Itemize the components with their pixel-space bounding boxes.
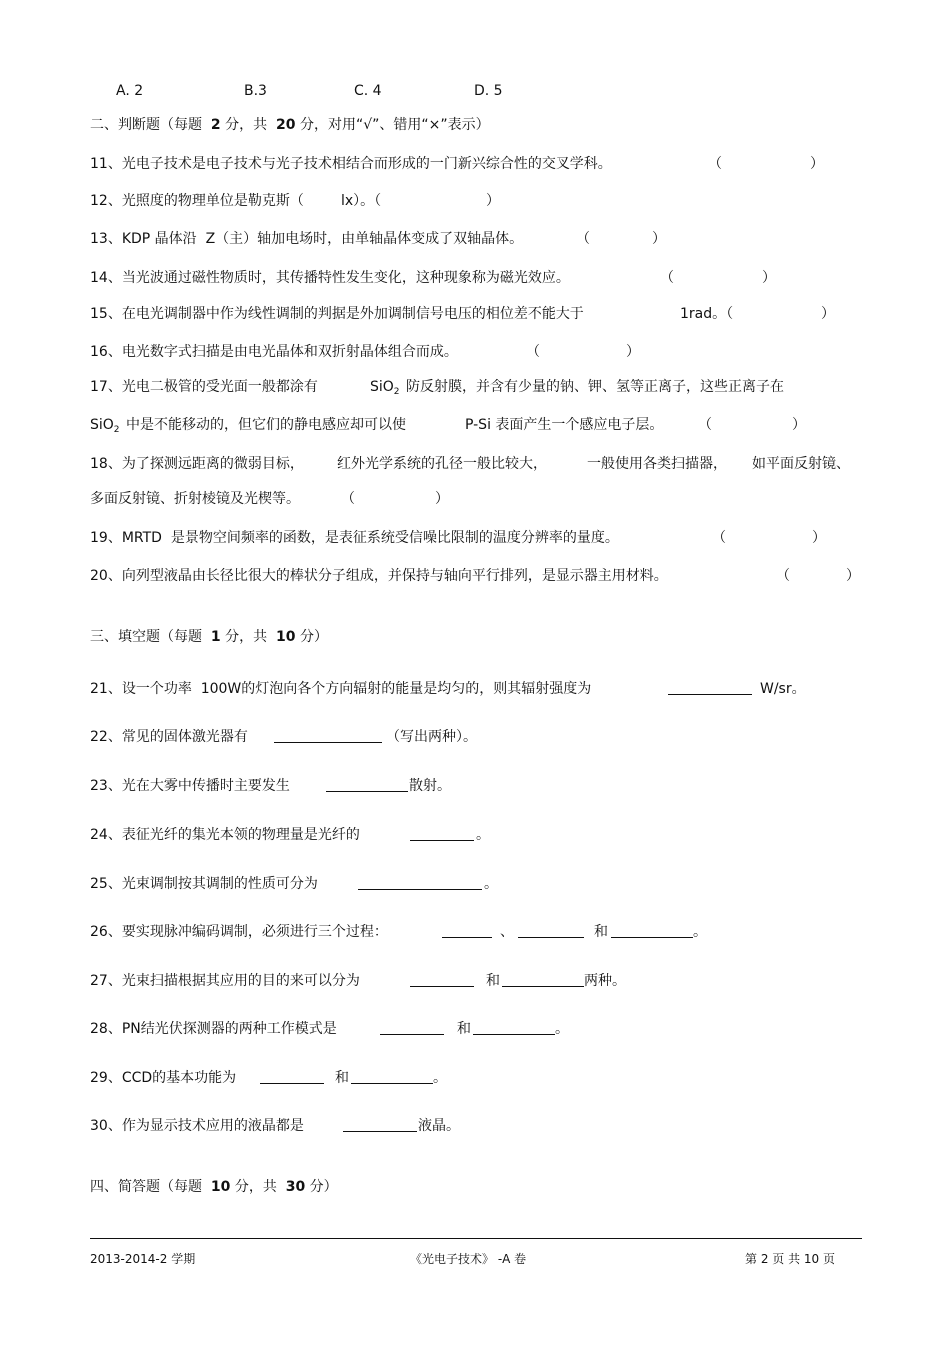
blank-25 (358, 875, 482, 893)
question-19: 19、MRTD 是景物空间频率的函数，是表征系统受信噪比限制的温度分辨率的量度。 (90, 530, 619, 546)
blank-22 (274, 728, 382, 746)
section2-score: 2 (210, 117, 221, 133)
question-18-part3: 一般使用各类扫描器， (587, 456, 727, 472)
blank-26-3 (611, 923, 693, 941)
sio2-formula-1 (370, 378, 400, 401)
blank-27-1 (410, 972, 474, 990)
question-26: 26、要实现脉冲编码调制，必须进行三个过程： (90, 924, 388, 940)
answer-close-14: ） (762, 270, 776, 286)
question-17-part3: 中是不能移动的，但它们的静电感应却可以使 (126, 417, 406, 433)
and-29: 和 (335, 1070, 349, 1086)
answer-close-16: ） (626, 344, 640, 360)
question-27: 27、光束扫描根据其应用的目的来可以分为 (90, 973, 360, 989)
question-30-suffix: 液晶。 (418, 1118, 460, 1134)
option-c: C. 4 (354, 83, 382, 99)
blank-23 (326, 777, 408, 795)
blank-26-2 (518, 923, 584, 941)
blank-28-2 (473, 1020, 555, 1038)
footer-term: 2013-2014-2 学期 (90, 1252, 196, 1266)
section2-prefix: 二、判断题（每题 (90, 117, 211, 133)
period-25: 。 (484, 876, 498, 892)
question-18-part1: 18、为了探测远距离的微弱目标， (90, 456, 304, 472)
question-16: 16、电光数字式扫描是由电光晶体和双折射晶体组合而成。 (90, 344, 458, 360)
question-11: 11、光电子技术是电子技术与光子技术相结合而形成的一门新兴综合性的交叉学科。 (90, 156, 612, 172)
question-17-part4: P-Si 表面产生一个感应电子层。 (465, 417, 664, 433)
blank-29-2 (351, 1069, 433, 1087)
answer-open-11: （ (708, 156, 722, 172)
question-22: 22、常见的固体激光器有 (90, 729, 248, 745)
question-17-part2: 防反射膜，并含有少量的钠、钾、氢等正离子，这些正离子在 (406, 379, 784, 395)
question-22-suffix: （写出两种）。 (386, 729, 477, 745)
question-23: 23、光在大雾中传播时主要发生 (90, 778, 290, 794)
subscript-2: 2 (393, 387, 400, 397)
period-24: 。 (476, 827, 490, 843)
blank-28-1 (380, 1020, 444, 1038)
option-d: D. 5 (474, 83, 503, 99)
question-30: 30、作为显示技术应用的液晶都是 (90, 1118, 304, 1134)
question-12-part1: 12、光照度的物理单位是勒克斯（ (90, 193, 304, 209)
answer-open-19: （ (712, 530, 726, 546)
blank-27-2 (502, 972, 584, 990)
answer-close-20: ） (846, 568, 860, 584)
section4-heading (90, 1178, 338, 1196)
section3-prefix: 三、填空题（每题 (90, 629, 211, 645)
section2-mid: 分，共 (220, 117, 277, 133)
question-20: 20、向列型液晶由长径比很大的棒状分子组成，并保持与轴向平行排列，是显示器主用材料。 (90, 568, 668, 584)
question-24: 24、表征光纤的集光本领的物理量是光纤的 (90, 827, 360, 843)
answer-close-13: ） (652, 231, 666, 247)
question-18-part5: 多面反射镜、折射棱镜及光楔等。 (90, 491, 300, 507)
answer-open-17: （ (698, 417, 712, 433)
answer-open-13: （ (576, 231, 590, 247)
option-b: B.3 (244, 83, 267, 99)
footer-page: 第 2 页 共 10 页 (745, 1252, 835, 1266)
blank-30 (343, 1117, 417, 1135)
period-26: 。 (693, 924, 707, 940)
answer-close-18: ） (435, 491, 449, 507)
separator-26: 、 (500, 924, 514, 940)
question-15-part2: 1rad。（ (680, 306, 734, 322)
section2-total: 20 (276, 117, 296, 133)
blank-21 (668, 680, 752, 698)
section4-prefix: 四、简答题（每题 (90, 1179, 211, 1195)
answer-open-18: （ (341, 491, 355, 507)
section3-suffix: 分） (295, 629, 328, 645)
sio2-text: SiO (370, 379, 394, 395)
answer-open-14: （ (660, 270, 674, 286)
and-28: 和 (457, 1021, 471, 1037)
footer-rule (90, 1238, 862, 1239)
question-17-part1: 17、光电二极管的受光面一般都涂有 (90, 379, 318, 395)
answer-close-19: ） (812, 530, 826, 546)
section3-mid: 分，共 (220, 629, 277, 645)
subscript-2: 2 (113, 425, 120, 435)
question-15-part1: 15、在电光调制器中作为线性调制的判据是外加调制信号电压的相位差不能大于 (90, 306, 584, 322)
answer-close-11: ） (810, 156, 824, 172)
question-27-suffix: 两种。 (584, 973, 626, 989)
and-26: 和 (594, 924, 608, 940)
question-21: 21、设一个功率 100W的灯泡向各个方向辐射的能量是均匀的，则其辐射强度为 (90, 681, 592, 697)
option-a: A. 2 (116, 83, 144, 99)
section4-score: 10 (210, 1179, 231, 1195)
sio2-text: SiO (90, 417, 114, 433)
section4-suffix: 分） (305, 1179, 338, 1195)
question-29: 29、CCD的基本功能为 (90, 1070, 237, 1086)
section2-suffix: 分，对用“√”、错用“×”表示） (295, 117, 490, 133)
section3-score: 1 (210, 629, 221, 645)
and-27: 和 (486, 973, 500, 989)
section2-heading (90, 116, 490, 134)
question-18-part4: 如平面反射镜、 (752, 456, 850, 472)
section4-total: 30 (285, 1179, 306, 1195)
answer-close-15: ） (821, 306, 835, 322)
question-23-suffix: 散射。 (409, 778, 451, 794)
footer-course: 《光电子技术》 -A 卷 (410, 1252, 527, 1266)
question-25: 25、光束调制按其调制的性质可分为 (90, 876, 318, 892)
answer-close-12: ） (486, 193, 500, 209)
question-14: 14、当光波通过磁性物质时，其传播特性发生变化，这种现象称为磁光效应。 (90, 270, 570, 286)
question-18-part2: 红外光学系统的孔径一般比较大， (337, 456, 547, 472)
question-21-unit: W/sr。 (760, 681, 806, 697)
section4-mid: 分，共 (230, 1179, 286, 1195)
section3-total: 10 (276, 629, 296, 645)
sio2-formula-2 (90, 416, 120, 439)
question-28: 28、PN结光伏探测器的两种工作模式是 (90, 1021, 337, 1037)
answer-open-16: （ (526, 344, 540, 360)
section3-heading (90, 628, 328, 646)
period-28: 。 (555, 1021, 569, 1037)
blank-29-1 (260, 1069, 324, 1087)
question-13: 13、KDP 晶体沿 Z（主）轴加电场时，由单轴晶体变成了双轴晶体。 (90, 231, 524, 247)
blank-26-1 (442, 923, 492, 941)
answer-close-17: ） (792, 417, 806, 433)
period-29: 。 (433, 1070, 447, 1086)
question-12-part2: lx）。（ (341, 193, 382, 209)
answer-open-20: （ (776, 568, 790, 584)
blank-24 (410, 826, 474, 844)
